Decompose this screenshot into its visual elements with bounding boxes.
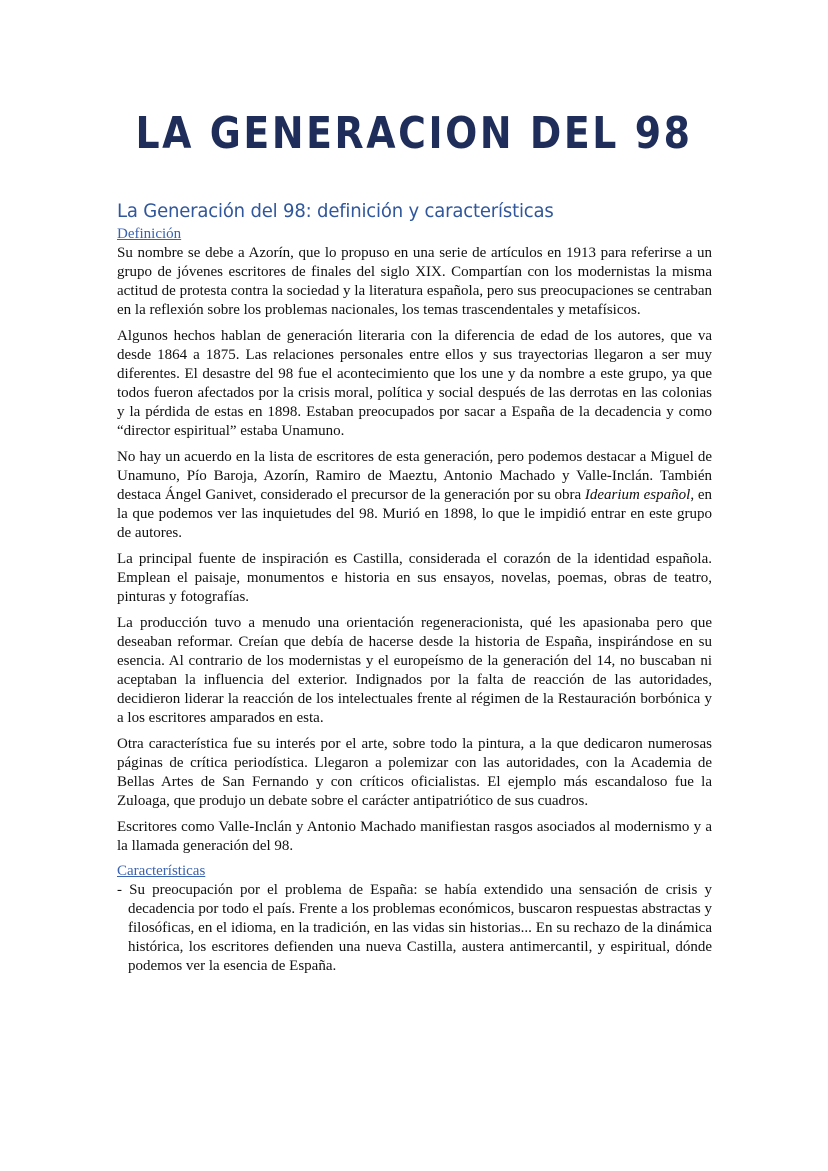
paragraph-6: Otra característica fue su interés por el arte, sobre todo la pintura, a la que dedicaron numerosas páginas de crítica periodística. Llegaron a polemizar con las autoridades, con la Academia de Bellas Artes de San Fernando y con críticos oficialistas. El ejemplo más escandaloso fue la Zuloaga, que produjo un debate sobre el carácter antipatriótico de sus cuadros.: [117, 736, 712, 809]
page-title: LA GENERACION DEL 98: [135, 108, 693, 159]
paragraph-3-part1: No hay un acuerdo en la lista de escritores de esta generación, pero podemos destacar a Miguel de Unamuno, Pío Baroja, Azorín, Ramiro de Maeztu, Antonio Machado y Valle-Inclán. También destaca Ángel Ganivet, considerado el precursor de la generación por su obra: [117, 449, 712, 503]
characteristics-item: - Su preocupación por el problema de España: se había extendido una sensación de crisis y decadencia por todo el país. Frente a los problemas económicos, buscaron respuestas abstractas y filosóficas, en el idioma, en la tradición, en las vidas sin historias... En su rechazo de la dinámica histórica, los escritores defienden una nueva Castilla, austera antimercantil, y espiritual, dónde podemos ver la esencia de España.: [117, 882, 712, 974]
paragraph-7: Escritores como Valle-Inclán y Antonio Machado manifiestan rasgos asociados al modernismo y a la llamada generación del 98.: [117, 819, 712, 854]
paragraph-3: [117, 448, 712, 543]
section-heading: La Generación del 98: definición y características: [117, 200, 554, 222]
paragraph-4: La principal fuente de inspiración es Castilla, considerada el corazón de la identidad española. Emplean el paisaje, monumentos e historia en sus ensayos, novelas, poemas, obras de teatro, pinturas y fotografías.: [117, 551, 712, 605]
work-title: Idearium español: [584, 487, 691, 503]
paragraph-1: Su nombre se debe a Azorín, que lo propuso en una serie de artículos en 1913 para referirse a un grupo de jóvenes escritores de finales del siglo XIX. Compartían con los modernistas la misma actitud de protesta contra la sociedad y la literatura española, pero sus preocupaciones se centraban en la reflexión sobre los problemas nacionales, los temas trascendentales y metafísicos.: [117, 245, 712, 318]
paragraph-2: Algunos hechos hablan de generación literaria con la diferencia de edad de los autores, que va desde 1864 a 1875. Las relaciones personales entre ellos y sus trayectorias llegaron a ser muy diferentes. El desastre del 98 fue el acontecimiento que los une y da nombre a este grupo, ya que todos fueron afectados por la crisis moral, política y social después de las derrotas en las colonias y la pérdida de estas en 1898. Estaban preocupados por sacar a España de la decadencia y como “director espiritual” estaba Unamuno.: [117, 328, 712, 439]
paragraph-5: La producción tuvo a menudo una orientación regeneracionista, qué les apasionaba pero que deseaban reformar. Creían que debía de hacerse desde la historia de España, inspirándose en su esencia. Al contrario de los modernistas y el europeísmo de la generación del 14, no buscaban ni aceptaban la influencia del exterior. Indignados por la falta de reacción de las autoridades, decidieron liderar la reacción de los intelectuales frente al régimen de la Restauración borbónica y a los escritores amparados en esta.: [117, 615, 712, 726]
document-body: [117, 200, 712, 976]
characteristics-heading: Características: [117, 863, 206, 879]
paragraph-3-part2: , en la que podemos ver las inquietudes del 98. Murió en 1898, lo que le impidió entrar en este grupo de autores.: [117, 487, 712, 541]
definition-heading: Definición: [117, 226, 182, 242]
